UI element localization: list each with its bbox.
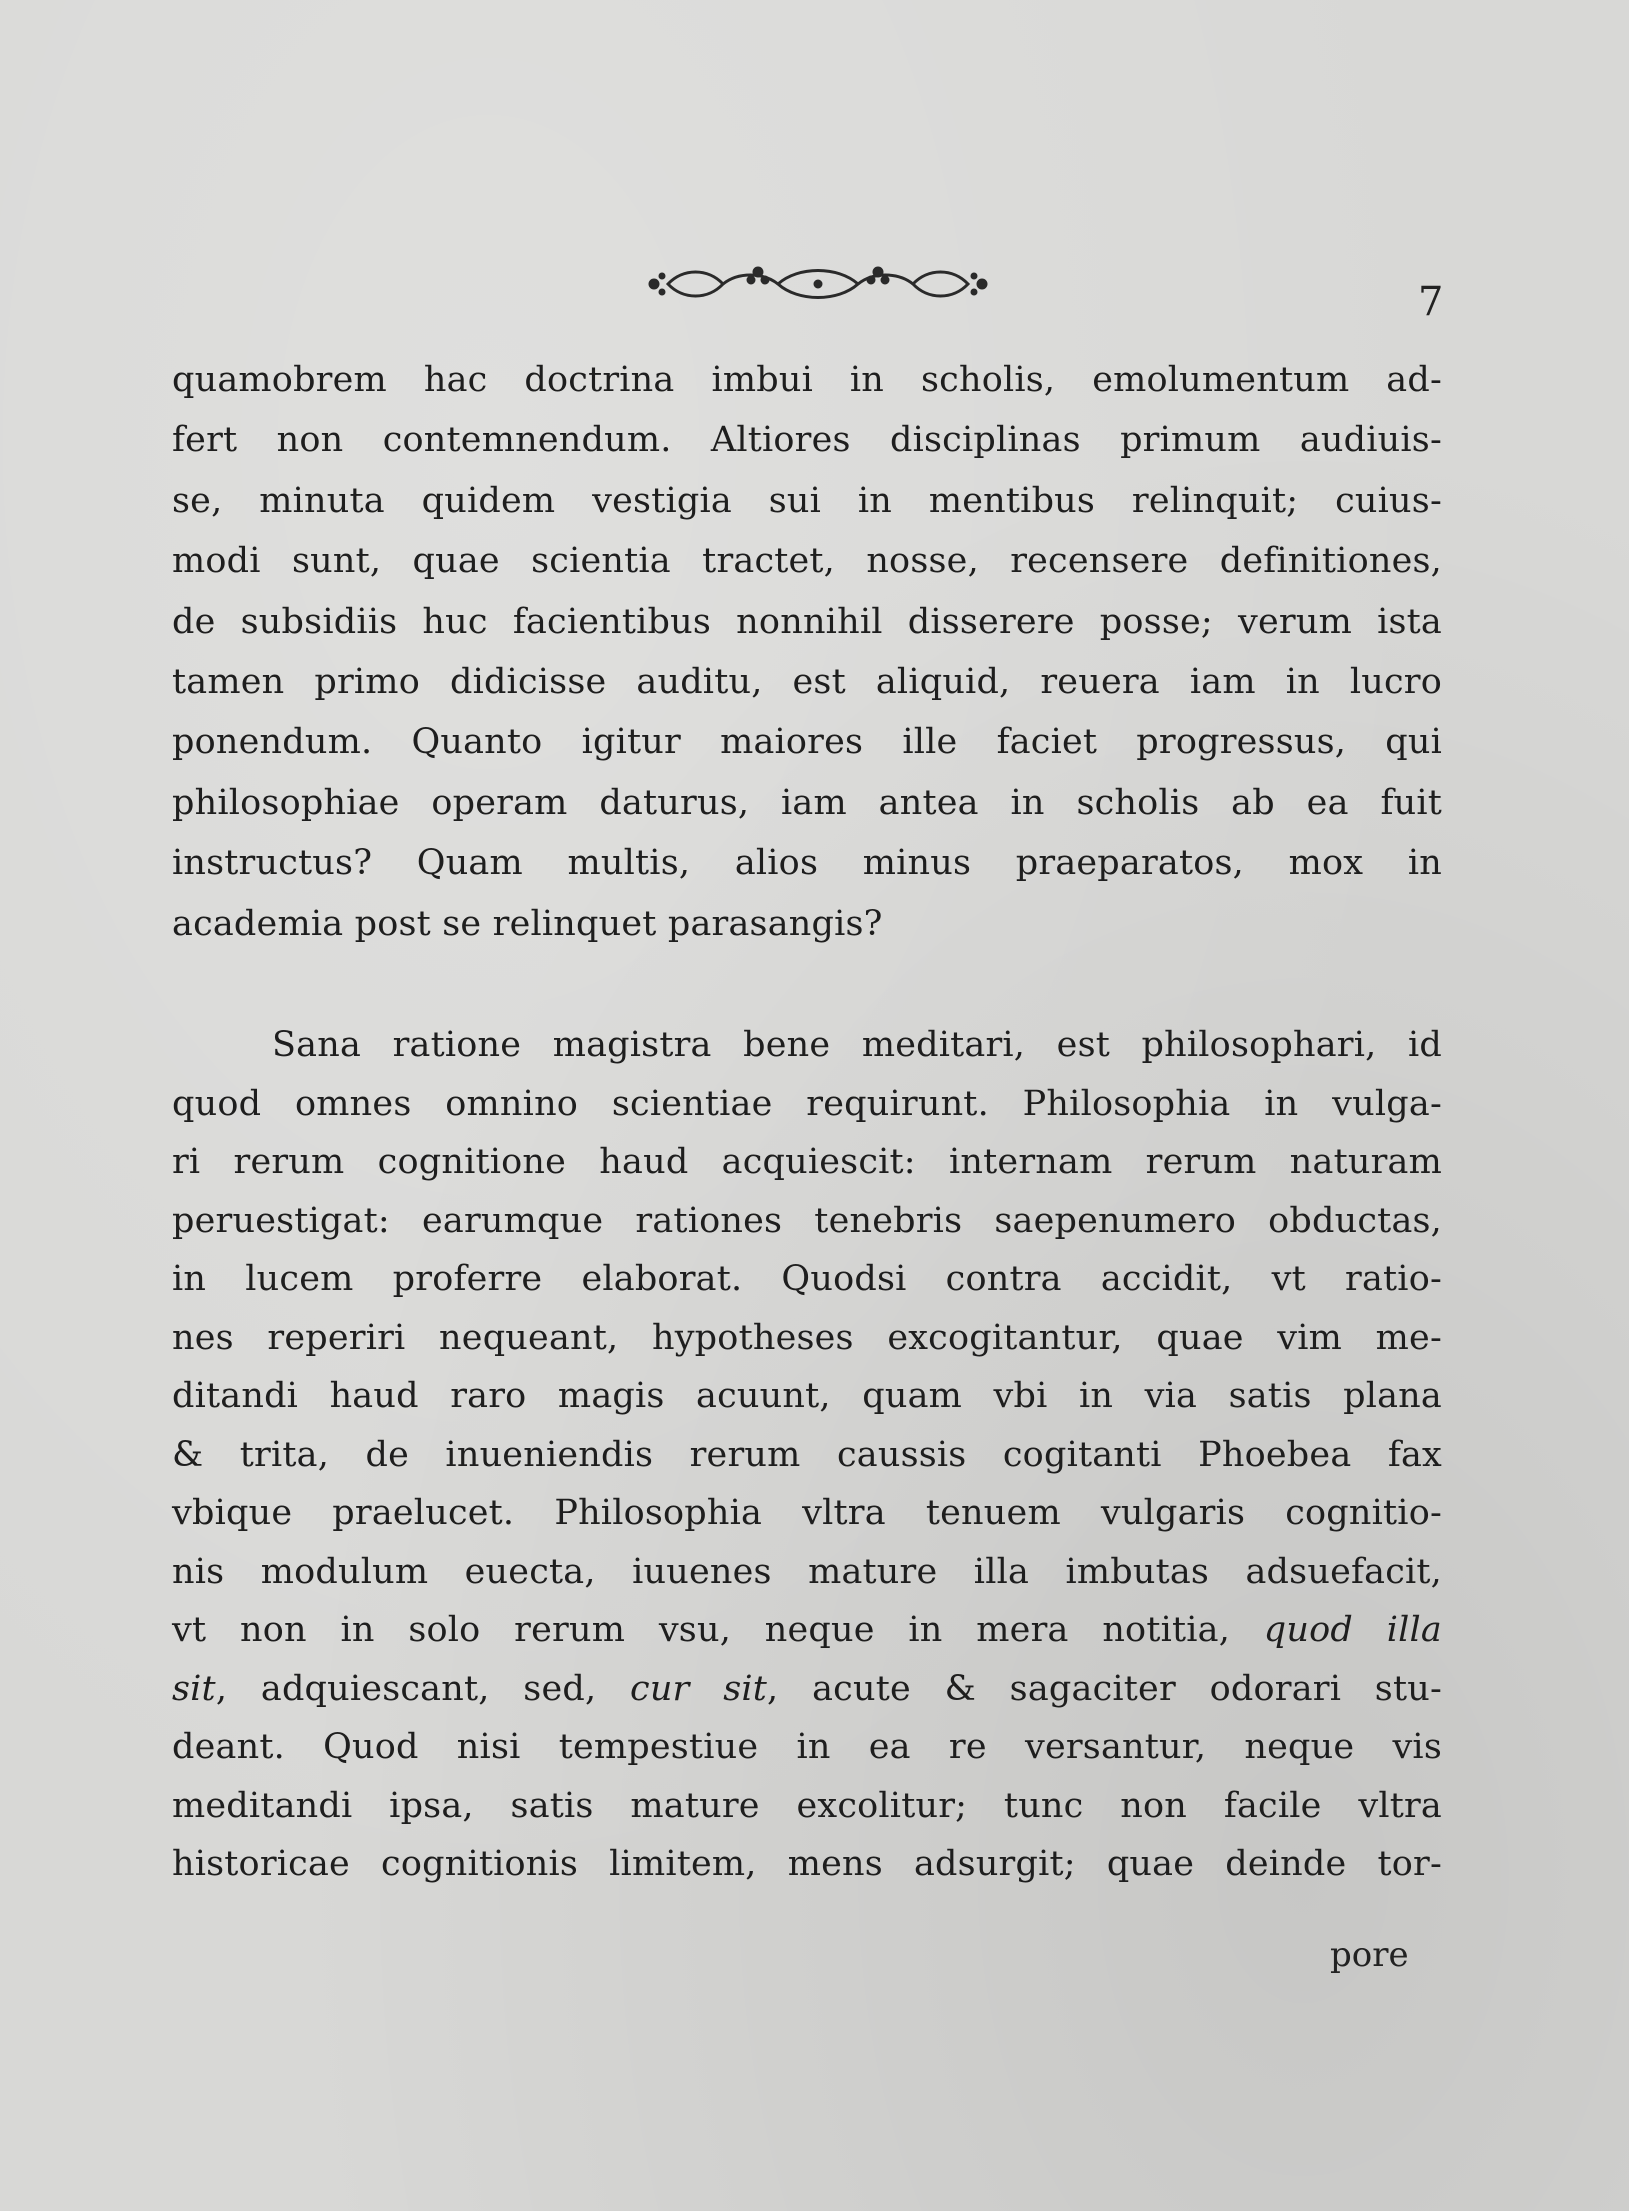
- text-line: tamen primo didicisse auditu, est aliquid, reuera iam in lucro: [172, 661, 1442, 702]
- text-segment: , adquiescant, sed,: [215, 1668, 631, 1709]
- text-line: [172, 1660, 1442, 1719]
- italic-phrase: quod illa: [1263, 1610, 1442, 1650]
- text-line: instructus? Quam multis, alios minus praeparatos, mox in: [172, 843, 1442, 884]
- text-line: [172, 1601, 1442, 1660]
- text-line: fert non contemnendum. Altiores disciplinas primum audiuis-: [172, 420, 1442, 461]
- text-line: academia post se relinquet parasangis?: [172, 903, 883, 944]
- text-line: quod omnes omnino scientiae requirunt. Philosophia in vulga-: [172, 1083, 1442, 1124]
- text-line: modi sunt, quae scientia tractet, nosse, recensere definitiones,: [172, 541, 1442, 582]
- text-line: philosophiae operam daturus, iam antea in scholis ab ea fuit: [172, 782, 1442, 823]
- text-line: quamobrem hac doctrina imbui in scholis, emolumentum ad-: [172, 360, 1442, 400]
- text-line: nes reperiri nequeant, hypotheses excogitantur, quae vim me-: [172, 1317, 1442, 1358]
- paragraph-1: [172, 350, 1442, 954]
- text-line: peruestigat: earumque rationes tenebris saepenumero obductas,: [172, 1200, 1442, 1241]
- text-line: historicae cognitionis limitem, mens adsurgit; quae deinde tor-: [172, 1844, 1442, 1884]
- italic-phrase: cur sit: [630, 1668, 768, 1709]
- catchword: pore: [1330, 1935, 1409, 1975]
- text-line: vbique praelucet. Philosophia vltra tenuem vulgaris cognitio-: [172, 1493, 1442, 1533]
- text-line: de subsidiis huc facientibus nonnihil disserere posse; verum ista: [172, 601, 1442, 642]
- paragraph-2: [172, 1016, 1442, 1894]
- text-segment: , acute & sagaciter odorari stu-: [767, 1668, 1442, 1709]
- text-line: ditandi haud raro magis acuunt, quam vbi in via satis plana: [172, 1376, 1442, 1416]
- text-segment: vt non in solo rerum vsu, neque in mera notitia,: [172, 1610, 1264, 1650]
- text-line: & trita, de inueniendis rerum caussis cogitanti Phoebea fax: [172, 1434, 1442, 1475]
- italic-phrase: sit: [172, 1668, 216, 1709]
- text-line: meditandi ipsa, satis mature excolitur; tunc non facile vltra: [172, 1785, 1442, 1826]
- text-line: in lucem proferre elaborat. Quodsi contra accidit, vt ratio-: [172, 1259, 1442, 1299]
- text-line: nis modulum euecta, iuuenes mature illa imbutas adsuefacit,: [172, 1551, 1442, 1592]
- text-line: ri rerum cognitione haud acquiescit: internam rerum naturam: [172, 1142, 1442, 1182]
- page-number: 7: [1418, 279, 1444, 325]
- headpiece-ornament-icon: [638, 256, 998, 312]
- text-line: deant. Quod nisi tempestiue in ea re versantur, neque vis: [172, 1727, 1442, 1767]
- text-line: se, minuta quidem vestigia sui in mentibus relinquit; cuius-: [172, 480, 1442, 521]
- text-line: Sana ratione magistra bene meditari, est philosophari, id: [272, 1025, 1442, 1065]
- text-line: ponendum. Quanto igitur maiores ille faciet progressus, qui: [172, 722, 1442, 763]
